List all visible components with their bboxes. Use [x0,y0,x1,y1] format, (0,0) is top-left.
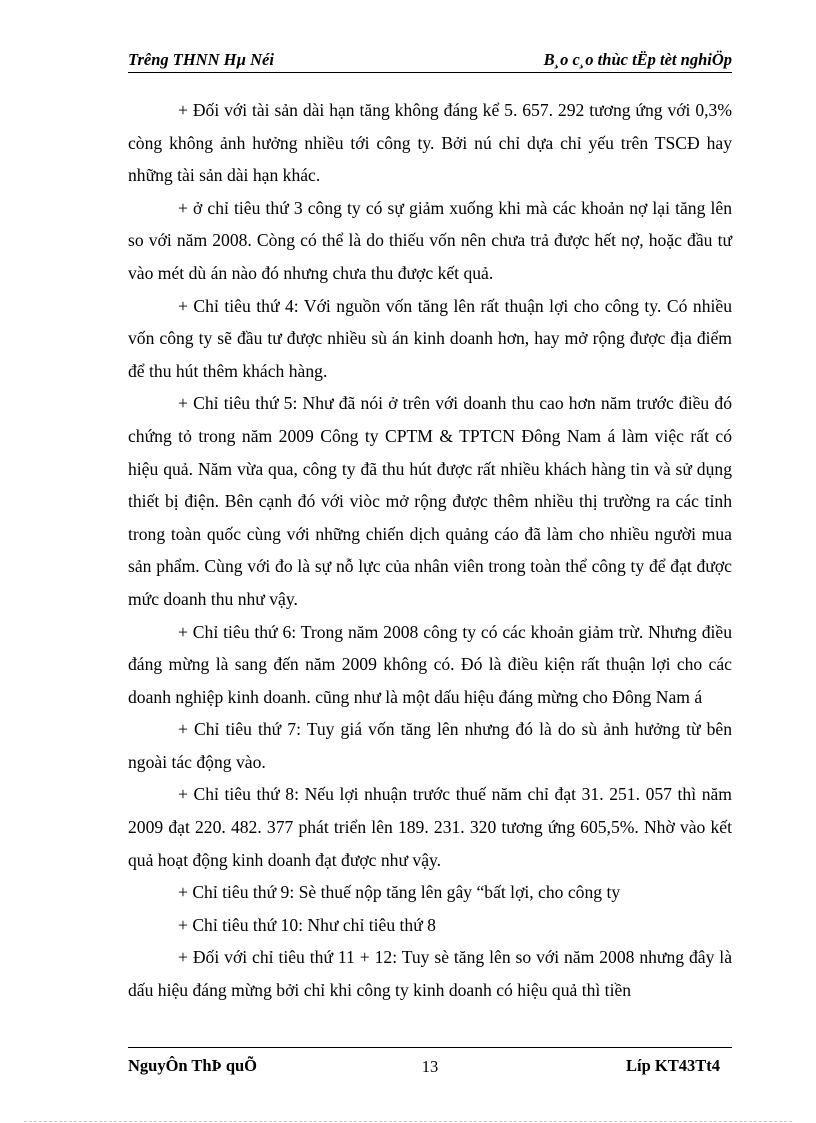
header-report-title: B¸o c¸o thùc tËp tèt nghiÖp [543,50,732,69]
page-footer [128,1047,732,1078]
paragraph: + Đối với tài sản dài hạn tăng không đáng kể 5. 657. 292 tương ứng với 0,3% còng không ảnh hưởng nhiều tới công ty. Bởi nú chỉ dựa chỉ yếu trên TSCĐ hay những tài sản dài hạn khác. [128,100,732,186]
page-break-divider [24,1121,792,1122]
paragraph: + ở chỉ tiêu thứ 3 công ty có sự giảm xuống khi mà các khoản nợ lại tăng lên so với năm 2008. Còng có thể là do thiếu vốn nên chưa trả được hết nợ, hoặc đầu tư vào mét dù án nào đó nhưng chưa thu được kết quả. [128,197,732,283]
paragraph: + Chỉ tiêu thứ 6: Trong năm 2008 công ty có các khoản giảm trừ. Nhưng điều đáng mừng là sang đến năm 2009 không có. Đó là điều kiện rất thuận lợi cho các doanh nghiệp kinh doanh. cũng như là một dấu hiệu đáng mừng cho Đông Nam á [128,621,732,707]
paragraph: + Đối với chỉ tiêu thứ 11 + 12: Tuy sè tăng lên so với năm 2008 nhưng đây là dấu hiệu đáng mừng bởi chỉ khi công ty kinh doanh có hiệu quả thì tiền [128,947,732,1001]
body-text [128,94,732,1007]
paragraph: + Chỉ tiêu thứ 10: Như chỉ tiêu thứ 8 [178,914,436,935]
footer-class-code: Líp KT43Tt4 [626,1056,720,1075]
paragraph: + Chỉ tiêu thứ 5: Như đã nói ở trên với doanh thu cao hơn năm trước điều đó chứng tỏ trong năm 2009 Công ty CPTM & TPTCN Đông Nam á làm việc rất có hiệu quả. Năm vừa qua, công ty đã thu hút được rất nhiều khách hàng tin và sử dụng thiết bị điện. Bên cạnh đó với viòc mở rộng được thêm nhiều thị trường ra các tỉnh trong toàn quốc cùng với những chiến dịch quảng cáo đã làm cho nhiều người mua sản phẩm. Cùng với đo là sự nỗ lực của nhân viên trong toàn thể công ty để đạt được mức doanh thu như vậy. [128,393,732,609]
paragraph: + Chỉ tiêu thứ 9: Sè thuế nộp tăng lên gây “bất lợi, cho công ty [178,882,621,903]
paragraph: + Chỉ tiêu thứ 8: Nếu lợi nhuận trước thuế năm chỉ đạt 31. 251. 057 thì năm 2009 đạt 220. 482. 377 phát triển lên 189. 231. 320 tương ứng 605,5%. Nhờ vào kết quả hoạt động kinh doanh đạt được như vậy. [128,784,732,870]
page-number: 13 [421,1057,439,1076]
footer-author-name: NguyÔn ThÞ quÕ [128,1056,258,1075]
header-school-name: Trêng THNN Hµ Néi [128,50,274,69]
paragraph: + Chỉ tiêu thứ 7: Tuy giá vốn tăng lên nhưng đó là do sù ảnh hưởng từ bên ngoài tác động vào. [128,719,732,772]
page-header [128,48,732,73]
paragraph: + Chỉ tiêu thứ 4: Với nguồn vốn tăng lên rất thuận lợi cho công ty. Có nhiều vốn công ty sẽ đầu tư được nhiều sù án kinh doanh hơn, hay mở rộng được địa điểm để thu hút thêm khách hàng. [128,295,732,381]
